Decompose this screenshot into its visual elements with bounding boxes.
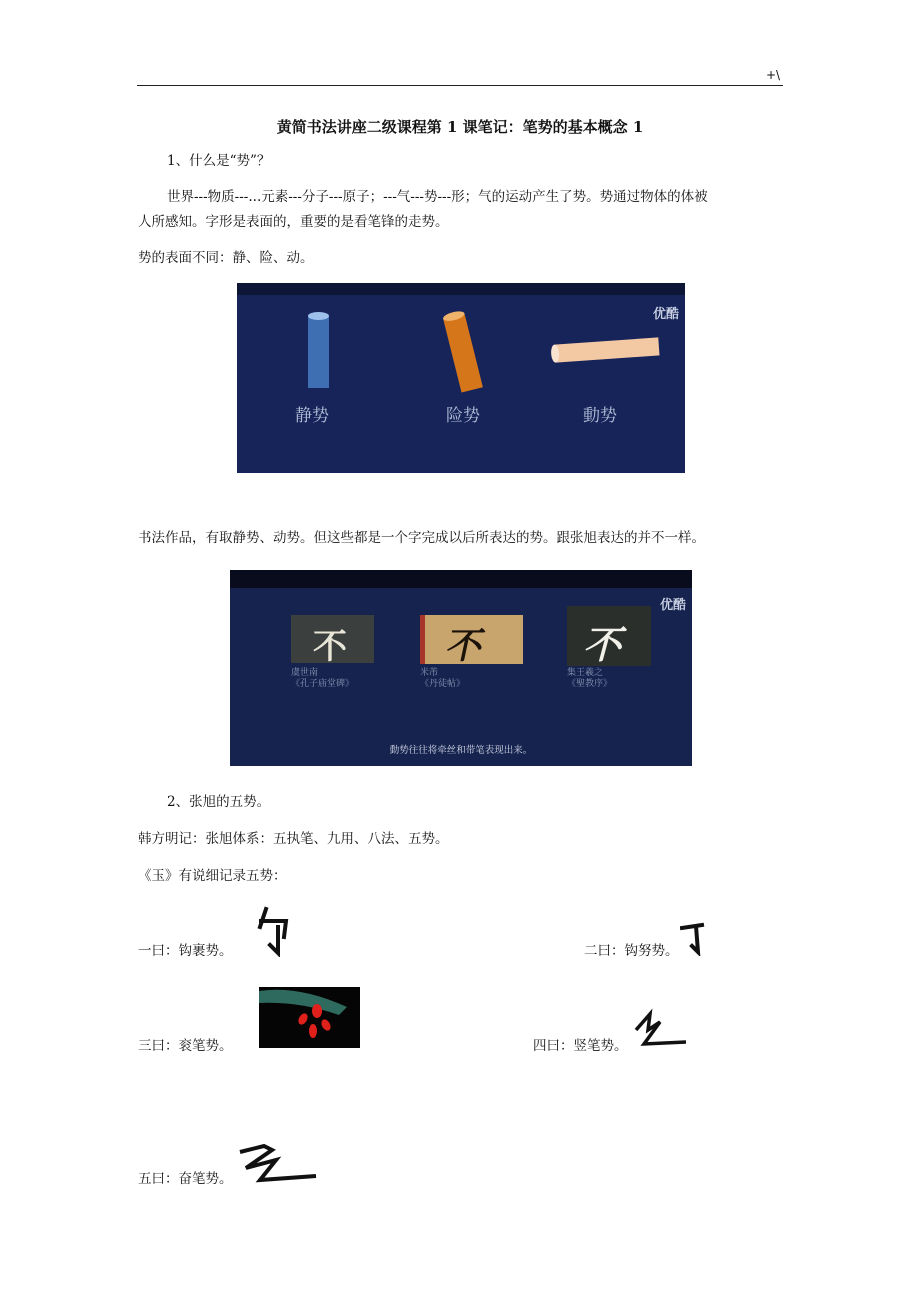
sample-wang-xizhi: [567, 606, 651, 666]
paragraph-5: 《玉》有说细记录五势：: [138, 868, 287, 884]
caption-2: [420, 668, 465, 690]
stroke-label-2: 二曰：钩努势。: [584, 943, 679, 959]
label-dangerous: 险势: [446, 406, 480, 426]
question-2: 2、张旭的五势。: [167, 794, 271, 810]
label-moving: 動势: [583, 406, 617, 426]
brush-shapes: [237, 283, 685, 473]
sample-char: 不: [580, 623, 630, 667]
caption-name: 米芾: [420, 668, 439, 678]
sample-char: 不: [313, 627, 347, 667]
question-1: 1、什么是“势”？: [167, 153, 271, 169]
caption-work: 《聖教序》: [567, 679, 613, 689]
caption-work: 《丹徒帖》: [420, 679, 466, 689]
header-rule: [137, 85, 783, 86]
sample-mi-fu: [420, 615, 523, 667]
sample-yu-shinan: [291, 615, 374, 667]
watermark: 优酷: [659, 598, 686, 613]
header-mark: +\: [766, 68, 781, 82]
figure-calligraphy-comparison: [230, 570, 692, 766]
caption-name: 虞世南: [291, 668, 319, 678]
figure-top-bar: [230, 570, 692, 588]
page-title: 黄简书法讲座二级课程第 1 课笔记：笔势的基本概念 1: [276, 118, 644, 136]
caption-1: [291, 668, 354, 690]
watermark: 优酷: [652, 307, 679, 322]
figure-static-dangerous-moving: [237, 283, 685, 473]
paragraph-1-line-1: 世界---物质---...元素---分子---原子；---气---势---形；气的运动产生了势。势通过物体的体被: [167, 189, 708, 205]
hook-wrap-stroke-icon: [256, 905, 300, 957]
static-cylinder: [308, 316, 329, 388]
paragraph-2: 势的表面不同：静、险、动。: [138, 250, 314, 266]
rolling-stroke-icon: [259, 987, 360, 1048]
vertical-stroke-icon: [630, 1008, 690, 1050]
stroke-label-5: 五曰：奋笔势。: [138, 1171, 233, 1187]
paragraph-4: 韩方明记：张旭体系：五执笔、九用、八法、五势。: [138, 831, 449, 847]
seal-strip: [420, 615, 425, 664]
label-static: 静势: [295, 406, 329, 426]
subtitle: 動势往往将牵丝和带笔表现出来。: [389, 745, 533, 756]
paragraph-1-line-2: 人所感知。字形是表面的，重要的是看笔锋的走势。: [138, 214, 449, 230]
vigorous-stroke-icon: [236, 1138, 320, 1188]
sample-char: 不: [443, 626, 488, 667]
moving-cylinder: [551, 337, 660, 362]
dangerous-cylinder: [442, 310, 483, 393]
caption-work: 《孔子庙堂碑》: [291, 679, 355, 689]
hook-strive-stroke-icon: [680, 922, 706, 956]
stroke-label-1: 一曰：钩裹势。: [138, 943, 233, 959]
caption-3: [567, 668, 612, 690]
caption-name: 集王羲之: [567, 668, 604, 678]
stroke-label-3: 三曰：衮笔势。: [138, 1038, 233, 1054]
stroke-label-4: 四曰：竖笔势。: [533, 1038, 628, 1054]
paragraph-3: 书法作品，有取静势、动势。但这些都是一个字完成以后所表达的势。跟张旭表达的并不一样。: [138, 530, 705, 546]
